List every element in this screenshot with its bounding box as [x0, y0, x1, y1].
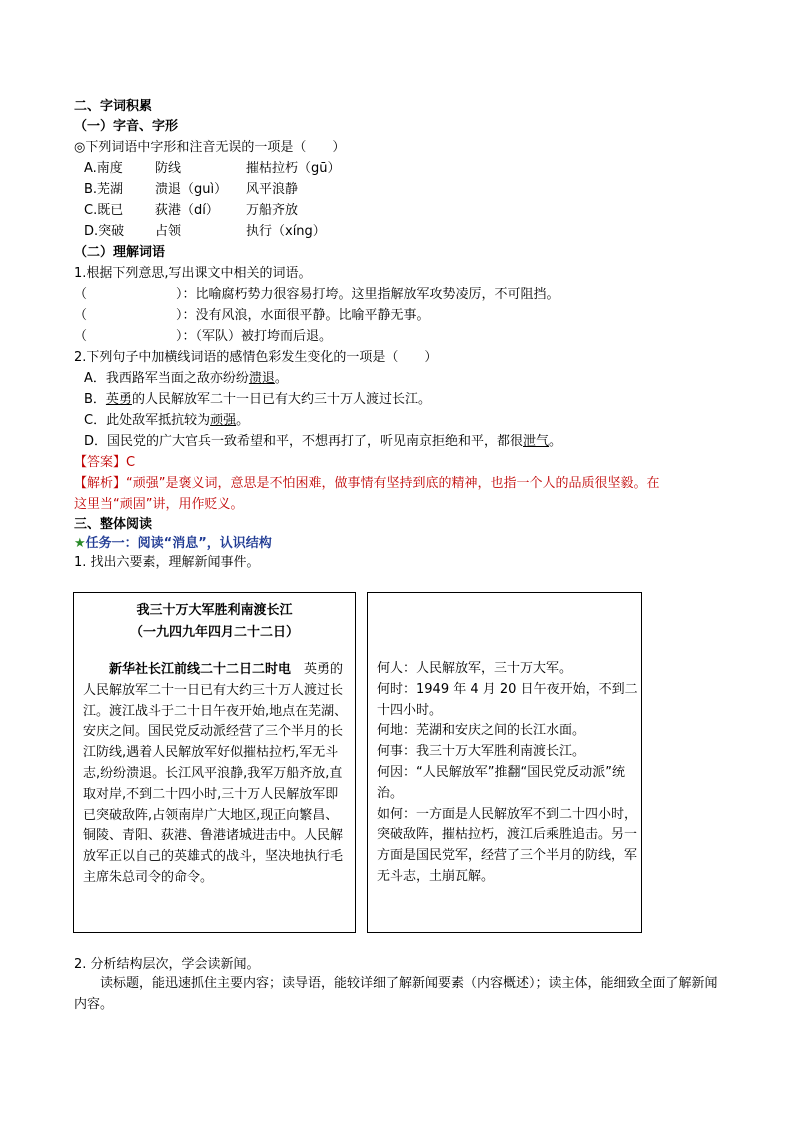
option-text: B． — [84, 392, 106, 407]
news-title: 我三十万大军胜利南渡长江 — [136, 603, 293, 618]
element-value: 1949 年 4 月 20 日午夜开始，不到二十四小时。 — [377, 681, 638, 718]
option-a-col2: 防线 — [155, 161, 182, 176]
task-title: 任务一：阅读“消息”，认识结构 — [85, 536, 272, 551]
option-text: 。 — [236, 413, 250, 428]
news-body — [83, 660, 348, 889]
option-d-col1: D.突破 — [84, 224, 125, 239]
six-elements-box — [367, 592, 642, 933]
answer-label: 【答案】 — [74, 455, 127, 470]
blank-open: （ — [74, 287, 88, 302]
option-a-col1: A.南度 — [84, 161, 123, 176]
answer-value: C — [126, 455, 136, 470]
element-value: 芜湖和安庆之间的长江水面。 — [416, 723, 586, 739]
reading-guidance: 读标题，能迅速抓住主要内容；读导语，能较详细了解新闻要素（内容概述）；读主体，能细致全面了解新闻内容。 — [74, 976, 718, 1012]
option-text: 。 — [549, 434, 563, 449]
element-when — [377, 680, 639, 722]
option-text: 的人民解放军二十一日已有大约三十万人渡过长江。 — [131, 392, 431, 407]
element-where — [377, 721, 639, 742]
option-c-col3: 万船齐放 — [246, 203, 299, 218]
option-text: 。 — [274, 371, 288, 386]
subsection-title: （二）理解词语 — [74, 245, 166, 260]
option-d-col2: 占领 — [155, 224, 182, 239]
element-key: 何人： — [377, 661, 417, 676]
element-why — [377, 763, 639, 805]
element-key: 何时： — [377, 681, 417, 697]
analysis-text: “顽强”是褒义词，意思是不怕困难，做事情有坚持到底的精神，也指一个人的品质很坚毅。在 — [126, 476, 660, 491]
option-text: C．此处敌军抵抗较为 — [84, 413, 211, 428]
news-text: 英勇的人民解放军二十一日已有大约三十万人渡过长江。渡江战斗于二十日午夜开始,地点在芜湖、安庆之间。国民党反动派经营了三个半月的长江防线,遇着人民解放军好似摧枯拉朽,军无斗志,纷纷溃退。长江风平浪静,我军万船齐放,直取对岸,不到二十四小时,三十万人民解放军即已突破敌阵,占领南岸广大地区,现正向繁昌、铜陵、青阳、荻港、鲁港诸城进击中。人民解放军正以自己的英雄式的战斗，坚决地执行毛主席朱总司令的命令。 — [83, 662, 348, 885]
blank-open: （ — [74, 308, 88, 323]
option-c — [84, 412, 249, 430]
option-b-col2: 溃退（guì） — [155, 182, 228, 197]
underlined-word: 溃退 — [248, 371, 275, 386]
option-text: A．我西路军当面之敌亦纷纷 — [84, 371, 249, 386]
element-value: 一方面是人民解放军不到二十四小时，突破敌阵，摧枯拉朽，渡江后乘胜追击。另一方面是国民党军，经营了三个半月的防线，军无斗志，土崩瓦解。 — [377, 806, 638, 884]
underlined-word: 英勇 — [105, 392, 132, 407]
option-b-col1: B.芜湖 — [84, 182, 124, 197]
underlined-word: 顽强 — [210, 413, 237, 428]
task-heading — [74, 535, 272, 553]
element-value: 人民解放军，三十万大军。 — [416, 661, 573, 676]
analysis — [74, 475, 660, 493]
element-key: 如何： — [377, 806, 417, 822]
element-key: 何事： — [377, 744, 417, 760]
option-c-col1: C.既已 — [84, 203, 124, 218]
question: 2.下列句子中加横线词语的感情色彩发生变化的一项是（ ） — [74, 350, 438, 365]
element-what — [377, 742, 639, 763]
blank-meaning: ）：比喻腐朽势力很容易打垮。这里指解放军攻势凌厉，不可阻挡。 — [176, 287, 560, 302]
six-elements-list — [377, 659, 639, 888]
question: ◎下列词语中字形和注音无误的一项是（ ） — [74, 140, 346, 155]
option-a — [84, 370, 288, 388]
question: 1.根据下列意思,写出课文中相关的词语。 — [74, 266, 312, 281]
subsection-title: （一）字音、字形 — [74, 119, 179, 134]
news-lead: 新华社长江前线二十二日二时电 — [109, 662, 292, 677]
blank-meaning: ）：没有风浪，水面很平静。比喻平静无事。 — [176, 308, 430, 323]
blank-meaning: ）：（军队）被打垮而后退。 — [176, 329, 333, 344]
star-icon: ★ — [74, 536, 86, 551]
element-value: “人民解放军”推翻“国民党反动派”统治。 — [377, 764, 625, 801]
option-b-col3: 风平浪静 — [246, 182, 299, 197]
blank-open: （ — [74, 329, 88, 344]
element-key: 何地： — [377, 723, 417, 739]
option-d — [84, 433, 562, 451]
question: 1. 找出六要素，理解新闻事件。 — [74, 555, 260, 570]
option-d-col3: 执行（xíng） — [246, 224, 326, 239]
underlined-word: 泄气 — [523, 434, 550, 449]
question: 2. 分析结构层次，学会读新闻。 — [74, 957, 260, 972]
analysis-continued: 这里当“顽固”讲，用作贬义。 — [74, 497, 244, 512]
element-key: 何因： — [377, 764, 417, 780]
section-title: 三、整体阅读 — [74, 517, 153, 532]
element-value: 我三十万大军胜利南渡长江。 — [416, 744, 586, 760]
answer — [74, 454, 135, 472]
option-c-col2: 荻港（dí） — [155, 203, 219, 218]
option-b — [84, 391, 431, 409]
element-who — [377, 659, 639, 680]
section-title: 二、字词积累 — [74, 99, 153, 114]
element-how — [377, 805, 639, 888]
news-article-box — [73, 592, 356, 933]
analysis-label: 【解析】 — [74, 476, 127, 491]
option-a-col3: 摧枯拉朽（gū） — [246, 161, 341, 176]
news-date: （一九四九年四月二十二日） — [129, 625, 299, 640]
option-text: D．国民党的广大官兵一致希望和平，不想再打了，听见南京拒绝和平，都很 — [84, 434, 524, 449]
